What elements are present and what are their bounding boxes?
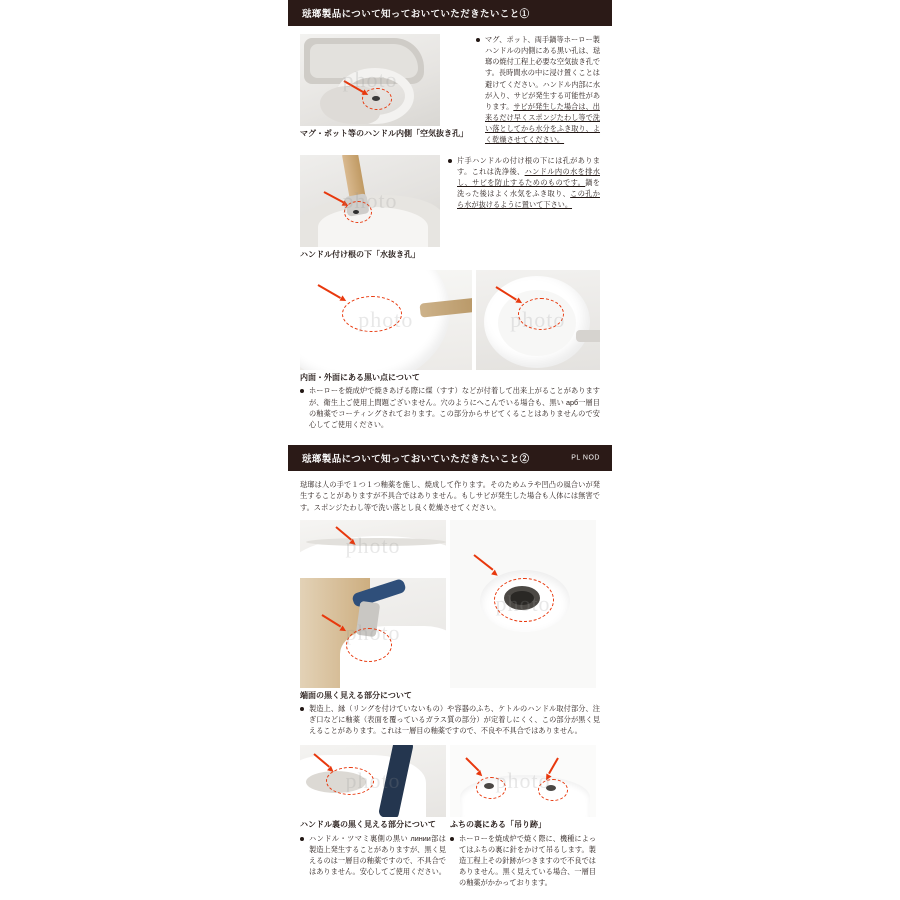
list-item: [450, 833, 596, 889]
watermark: photo: [342, 187, 398, 213]
caption-drain-hole: ハンドル付け根の下「水抜き孔」: [300, 249, 420, 259]
watermark: photo: [342, 67, 398, 92]
black-dots-note: ホーローを焼成炉で焼きあげる際に煤（すす）などが付着して出来上がることがありますが、衛生上ご使用上問題ございません。穴のようにへこんでいる場合も、黒い арб一層目の釉薬でコーティングされております。この部分からサビてくることはありませんので安心してご使用ください。: [309, 386, 600, 429]
watermark: photo: [345, 532, 401, 558]
drain-hole-text-tail-underline: この孔から水が抜けるように置いて下さい。: [457, 189, 600, 210]
section-2-group-2: [288, 741, 612, 893]
document-page: [288, 0, 612, 900]
caption-edge-black: 端面の黒く見える部分について: [300, 690, 412, 700]
list-item: [300, 833, 446, 878]
watermark: photo: [345, 619, 401, 645]
caption-handle-back: ハンドル裏の黒く見える部分について: [300, 820, 436, 830]
list-item: [448, 155, 600, 211]
list-item: [476, 34, 600, 146]
drain-hole-text: 片手ハンドルの付け根の下には孔があります。これは洗浄後、: [457, 155, 600, 176]
mug-handle-photo-column: [300, 34, 468, 141]
kettle-handle-mount-photo: [300, 578, 446, 688]
section-2-intro: 琺瑯は人の手で１つ１つ釉薬を施し、焼成して作ります。そのためムラや凹凸の風合いが発生することがありますが不具合ではありません。もしサビが発生した場合も人体には無害です。スポンジたわし等で洗い落とし良く乾燥させてください。: [300, 479, 600, 512]
rim-edge-closeup-photo: [300, 520, 446, 572]
section-1-title: 琺瑯製品について知っておいていただきたいこと①: [302, 9, 530, 20]
watermark: photo: [345, 768, 401, 794]
pot-spout-closeup-photo: [450, 520, 596, 688]
watermark: photo: [358, 306, 414, 332]
caption-black-dots: 内面・外面にある黒い点について: [300, 372, 420, 382]
section-2-header: [288, 445, 612, 471]
air-hole-text: マグ、ポット、両手鍋等ホーロー製ハンドルの内側にある黒い孔は、琺瑯の焼付工程上必要な空気抜き孔です。長時間水の中に浸け置くことは避けてください。ハンドル内部に水が入り、サビが発生する可能性があります。: [485, 35, 601, 111]
caption-air-hole: マグ・ポット等のハンドル内側「空気抜き孔」: [300, 129, 468, 138]
rim-back-hanging-mark-photo: [450, 745, 596, 817]
drain-hole-text-tail: 鍋を洗った後はよく水気をふき取り、: [457, 177, 600, 199]
caption-hanging-mark: ふちの裏にある「吊り跡」: [450, 820, 546, 830]
watermark: photo: [510, 306, 566, 332]
section-2-title: 琺瑯製品について知っておいていただきたいこと②: [302, 453, 530, 465]
watermark: photo: [495, 590, 551, 616]
air-hole-text-underline: サビが発生した場合は、出来るだけ早くスポンジたわし等で洗い落としてから水分をふき取り、よく乾燥させてください。: [485, 101, 601, 145]
mug-outer-black-dot-photo: [476, 270, 600, 370]
section-2-intro-block: [288, 471, 612, 516]
section-1-item-2: [288, 151, 612, 264]
handle-back-note: ハンドル・ツマミ裏側の黒い линии部は製造上発生することがありますが、黒く見えるのは一層目の釉薬ですので、不具合ではありません。安心してご使用ください。: [309, 833, 446, 877]
section-1-item-3: [288, 264, 612, 435]
hanging-mark-note: ホーローを焼成炉で焼く際に、機種によってはふちの裏に針をかけて吊るします。製造工程上その針跡がつきますので不良ではありません。黒く見えている場合、一層目の釉薬がかかっております。: [459, 833, 596, 888]
handle-root-photo-column: [300, 155, 440, 262]
list-item: [300, 703, 600, 736]
section-1-header: [288, 0, 612, 26]
pan-inner-black-dot-photo: [300, 270, 472, 370]
watermark: photo: [495, 768, 551, 794]
list-item: [300, 385, 600, 430]
section-1-item-1: [288, 26, 612, 151]
edge-black-note: 製造上、縁（リングを付けていないもの）や容器のふち、ケトルのハンドル取付部分、注ぎ口などに釉薬（表面を覆っているガラス質の部分）が定着しにくく、この部分が黒く見えることがあります。これは一層目の釉薬ですので、不良や不具合ではありません。: [309, 703, 600, 736]
handle-back-black-area-photo: [300, 745, 446, 817]
section-2-code: PL NOD: [571, 454, 600, 462]
mug-handle-air-hole-photo: [300, 34, 440, 126]
handle-root-drain-hole-photo: [300, 155, 440, 247]
section-2-group-1: [288, 516, 612, 742]
drain-hole-text-underline: ハンドル内の水を排水し、サビを防止するためのものです。: [457, 166, 600, 187]
